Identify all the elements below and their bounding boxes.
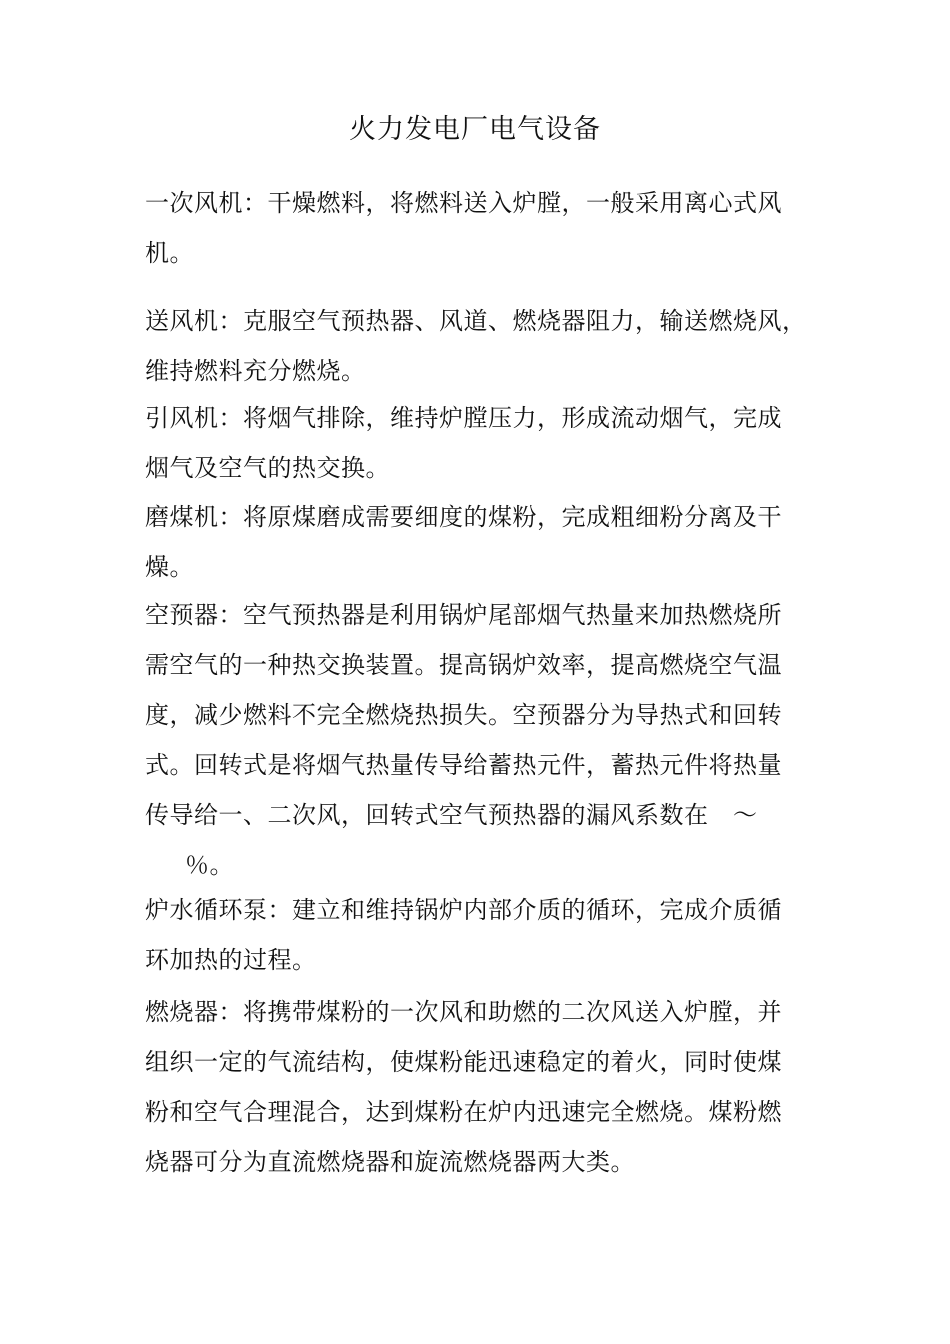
paragraph-line: 烧器可分为直流燃烧器和旋流燃烧器两大类。	[145, 1148, 635, 1176]
paragraph-line: 燥。	[145, 553, 194, 581]
paragraph-line: 传导给一、二次风，回转式空气预热器的漏风系数在 ～	[145, 801, 758, 829]
paragraph-line: 送风机：克服空气预热器、风道、燃烧器阻力，输送燃烧风，	[145, 307, 807, 335]
document-title: 火力发电厂电气设备	[349, 114, 601, 145]
paragraph-boiler-circulation-pump	[145, 885, 813, 985]
paragraph-primary-fan	[145, 178, 813, 278]
paragraph-line: 粉和空气合理混合，达到煤粉在炉内迅速完全燃烧。煤粉燃	[145, 1098, 782, 1126]
paragraph-line: 度，减少燃料不完全燃烧热损失。空预器分为导热式和回转	[145, 701, 782, 729]
paragraph-line: 烟气及空气的热交换。	[145, 454, 390, 482]
paragraph-line: 维持燃料充分燃烧。	[145, 357, 366, 385]
paragraph-line: 组织一定的气流结构，使煤粉能迅速稳定的着火，同时使煤	[145, 1048, 782, 1076]
paragraph-line: 机。	[145, 239, 194, 267]
paragraph-line: 空预器：空气预热器是利用锅炉尾部烟气热量来加热燃烧所	[145, 601, 782, 629]
paragraph-line: 环加热的过程。	[145, 946, 317, 974]
paragraph-line: 燃烧器：将携带煤粉的一次风和助燃的二次风送入炉膛，并	[145, 998, 782, 1026]
paragraph-line: 一次风机：干燥燃料，将燃料送入炉膛，一般采用离心式风	[145, 189, 782, 217]
paragraph-line: ％。	[185, 851, 234, 879]
paragraph-line: 式。回转式是将烟气热量传导给蓄热元件，蓄热元件将热量	[145, 751, 782, 779]
paragraph-line: 炉水循环泵：建立和维持锅炉内部介质的循环，完成介质循	[145, 896, 782, 924]
paragraph-line: 需空气的一种热交换装置。提高锅炉效率，提高燃烧空气温	[145, 651, 782, 679]
paragraph-coal-mill	[145, 492, 813, 592]
paragraph-line: 引风机：将烟气排除，维持炉膛压力，形成流动烟气，完成	[145, 404, 782, 432]
paragraph-burner	[145, 987, 813, 1187]
paragraph-forced-draft-fan	[145, 296, 813, 396]
paragraph-air-preheater	[145, 590, 813, 890]
paragraph-line: 磨煤机：将原煤磨成需要细度的煤粉，完成粗细粉分离及干	[145, 503, 782, 531]
paragraph-induced-draft-fan	[145, 393, 813, 493]
